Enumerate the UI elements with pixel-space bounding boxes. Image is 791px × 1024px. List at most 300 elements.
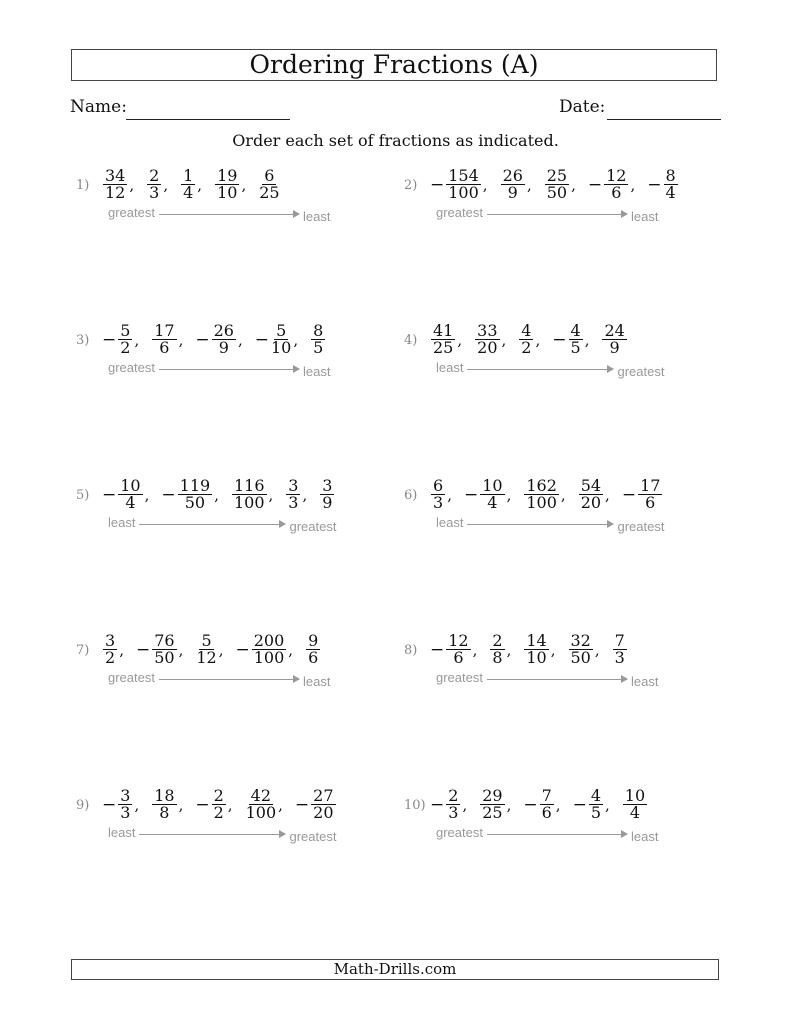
fraction-item	[146, 168, 178, 201]
fraction	[568, 323, 584, 356]
fraction	[151, 633, 177, 666]
fraction	[539, 788, 555, 821]
fraction	[612, 633, 628, 666]
problem-1	[76, 168, 396, 278]
direction-start-label: greatest	[108, 670, 155, 685]
comma: ,	[227, 795, 233, 814]
fraction-item	[102, 323, 149, 356]
fraction	[663, 168, 679, 201]
negative-sign: −	[430, 174, 445, 195]
numerator: 2	[492, 631, 503, 650]
negative-sign: −	[135, 639, 151, 660]
negative-sign: −	[294, 794, 310, 815]
denominator: 4	[183, 183, 194, 202]
fraction	[102, 633, 118, 666]
fraction-item	[430, 168, 498, 201]
fraction-list	[102, 323, 328, 356]
problem-number: 6)	[404, 488, 418, 503]
denominator: 6	[308, 648, 319, 667]
fraction	[601, 323, 627, 356]
numerator: 10	[120, 476, 141, 495]
order-direction	[436, 672, 658, 687]
problem-8	[404, 633, 724, 743]
problem-number: 7)	[76, 643, 90, 658]
numerator: 5	[201, 631, 212, 650]
comma: ,	[501, 330, 507, 349]
comma: ,	[462, 795, 468, 814]
direction-start-label: least	[436, 515, 464, 530]
fraction-list	[102, 168, 283, 201]
numerator: 33	[477, 321, 498, 340]
fraction	[102, 168, 128, 201]
fraction-item	[479, 788, 521, 821]
order-direction	[108, 827, 336, 842]
fraction-item	[464, 478, 521, 511]
comma: ,	[293, 330, 299, 349]
denominator: 2	[213, 803, 224, 822]
denominator: 2	[105, 648, 116, 667]
fraction	[319, 478, 335, 511]
comma: ,	[550, 640, 556, 659]
negative-sign: −	[621, 484, 637, 505]
comma: ,	[129, 175, 135, 194]
direction-start-label: greatest	[108, 360, 155, 375]
comma: ,	[178, 795, 184, 814]
fraction	[622, 788, 648, 821]
comma: ,	[218, 640, 224, 659]
fraction-item	[258, 168, 280, 201]
problem-number: 5)	[76, 488, 90, 503]
negative-sign: −	[523, 794, 538, 815]
numerator: 42	[250, 786, 272, 805]
fraction-item	[523, 478, 575, 511]
denominator: 50	[570, 648, 591, 667]
fraction	[117, 323, 133, 356]
comma: ,	[268, 485, 274, 504]
denominator: 10	[217, 183, 238, 202]
arrow-right-icon	[139, 834, 285, 835]
fraction-item	[236, 633, 304, 666]
numerator: 12	[448, 631, 469, 650]
problem-number: 3)	[76, 333, 90, 348]
numerator: 6	[264, 166, 275, 185]
numerator: 18	[154, 786, 175, 805]
fraction	[195, 633, 217, 666]
fraction-list	[102, 478, 337, 511]
arrow-right-icon	[487, 679, 627, 680]
fraction-item	[489, 633, 521, 666]
denominator: 5	[313, 338, 324, 357]
numerator: 8	[665, 166, 676, 185]
numerator: 29	[482, 786, 503, 805]
comma: ,	[197, 175, 203, 194]
fraction	[544, 168, 570, 201]
negative-sign: −	[195, 794, 210, 815]
negative-sign: −	[572, 794, 587, 815]
comma: ,	[555, 795, 561, 814]
numerator: 41	[433, 321, 454, 340]
denominator: 20	[477, 338, 498, 357]
denominator: 25	[433, 338, 454, 357]
fraction-item	[601, 323, 627, 356]
negative-sign: −	[254, 329, 269, 350]
fraction-item	[195, 633, 233, 666]
comma: ,	[134, 795, 140, 814]
denominator: 3	[149, 183, 160, 202]
fraction	[474, 323, 500, 356]
fraction-item	[578, 478, 620, 511]
denominator: 3	[614, 648, 625, 667]
fraction-item	[102, 168, 144, 201]
comma: ,	[605, 485, 610, 504]
numerator: 5	[276, 321, 287, 340]
fraction	[245, 788, 278, 821]
comma: ,	[163, 175, 169, 194]
denominator: 100	[448, 183, 479, 202]
fraction	[151, 323, 177, 356]
arrow-right-icon	[467, 524, 613, 525]
denominator: 20	[580, 493, 602, 512]
numerator: 26	[213, 321, 234, 340]
negative-sign: −	[102, 484, 117, 505]
comma: ,	[302, 485, 308, 504]
arrow-right-icon	[139, 524, 285, 525]
fraction-item	[430, 478, 462, 511]
fraction-item	[647, 168, 678, 201]
direction-start-label: greatest	[436, 205, 483, 220]
fraction-item	[612, 633, 628, 666]
numerator: 7	[614, 631, 625, 650]
problem-number: 2)	[404, 178, 418, 193]
denominator: 8	[492, 648, 503, 667]
direction-end-label: greatest	[617, 519, 665, 534]
numerator: 7	[541, 786, 552, 805]
arrow-right-icon	[159, 369, 299, 370]
comma: ,	[278, 795, 283, 814]
denominator: 100	[233, 493, 265, 512]
comma: ,	[506, 485, 512, 504]
fraction-item	[500, 168, 542, 201]
numerator: 4	[570, 321, 581, 340]
numerator: 27	[313, 786, 334, 805]
denominator: 3	[448, 803, 459, 822]
comma: ,	[144, 485, 150, 504]
fraction	[211, 323, 237, 356]
comma: ,	[457, 330, 463, 349]
name-label: Name:	[70, 97, 127, 117]
fraction-list	[430, 478, 665, 511]
fraction-list	[430, 788, 650, 821]
denominator: 2	[120, 338, 131, 357]
numerator: 3	[322, 476, 333, 495]
negative-sign: −	[195, 329, 210, 350]
comma: ,	[237, 330, 243, 349]
fraction	[500, 168, 526, 201]
fraction	[445, 633, 471, 666]
problem-number: 9)	[76, 798, 90, 813]
denominator: 6	[541, 803, 552, 822]
fraction	[445, 168, 482, 201]
denominator: 8	[159, 803, 170, 822]
direction-start-label: least	[108, 825, 136, 840]
denominator: 25	[259, 183, 280, 202]
fraction-item	[136, 633, 193, 666]
fraction	[445, 788, 461, 821]
arrow-right-icon	[159, 214, 299, 215]
comma: ,	[584, 330, 590, 349]
numerator: 10	[482, 476, 503, 495]
negative-sign: −	[552, 329, 567, 350]
fraction	[518, 323, 534, 356]
direction-end-label: least	[630, 674, 659, 689]
arrow-right-icon	[467, 369, 613, 370]
fraction-item	[214, 168, 256, 201]
comma: ,	[288, 640, 294, 659]
numerator: 154	[448, 166, 479, 185]
problem-6	[404, 478, 724, 588]
numerator: 17	[154, 321, 175, 340]
fraction-item	[231, 478, 283, 511]
comma: ,	[571, 175, 576, 194]
direction-end-label: least	[302, 209, 331, 224]
fraction	[578, 478, 604, 511]
problem-7	[76, 633, 396, 743]
denominator: 9	[609, 338, 620, 357]
denominator: 3	[288, 493, 299, 512]
fraction	[479, 478, 505, 511]
numerator: 10	[624, 786, 646, 805]
problem-10	[404, 788, 724, 898]
problem-number: 8)	[404, 643, 418, 658]
numerator: 2	[213, 786, 224, 805]
numerator: 9	[308, 631, 319, 650]
denominator: 4	[125, 493, 136, 512]
comma: ,	[535, 330, 541, 349]
arrow-right-icon	[159, 679, 299, 680]
fraction-item	[102, 478, 159, 511]
direction-end-label: least	[630, 209, 659, 224]
fraction	[117, 478, 143, 511]
fraction	[180, 168, 196, 201]
name-field-line[interactable]	[126, 119, 290, 120]
footer-brand: Math-Drills.com	[71, 959, 719, 980]
denominator: 5	[570, 338, 581, 357]
numerator: 4	[521, 321, 532, 340]
numerator: 24	[604, 321, 625, 340]
comma: ,	[134, 330, 140, 349]
fraction-item	[310, 323, 326, 356]
fraction-list	[430, 168, 681, 201]
fraction-item	[151, 788, 193, 821]
fraction-item	[319, 478, 335, 511]
fraction	[305, 633, 321, 666]
numerator: 2	[448, 786, 459, 805]
negative-sign: −	[235, 639, 250, 660]
problem-number: 10)	[404, 798, 426, 813]
numerator: 8	[313, 321, 324, 340]
direction-end-label: greatest	[289, 829, 337, 844]
comma: ,	[447, 485, 452, 504]
numerator: 4	[590, 786, 602, 805]
denominator: 4	[665, 183, 676, 202]
fraction-list	[102, 633, 323, 666]
fraction	[568, 633, 594, 666]
denominator: 4	[629, 803, 641, 822]
fraction-item	[544, 168, 586, 201]
fraction	[146, 168, 162, 201]
denominator: 4	[487, 493, 498, 512]
direction-start-label: greatest	[436, 670, 483, 685]
numerator: 3	[105, 631, 116, 650]
fraction	[310, 323, 326, 356]
denominator: 25	[482, 803, 503, 822]
numerator: 116	[233, 476, 265, 495]
numerator: 6	[433, 476, 444, 495]
denominator: 6	[159, 338, 170, 357]
fraction	[430, 323, 456, 356]
denominator: 9	[218, 338, 229, 357]
fraction-item	[151, 323, 193, 356]
denominator: 20	[313, 803, 334, 822]
order-direction	[108, 517, 336, 532]
numerator: 14	[526, 631, 547, 650]
denominator: 50	[184, 493, 206, 512]
fraction-item	[622, 788, 648, 821]
fraction-list	[102, 788, 339, 821]
fraction	[231, 478, 268, 511]
problem-4	[404, 323, 724, 433]
fraction	[214, 168, 240, 201]
negative-sign: −	[463, 484, 479, 505]
direction-start-label: least	[436, 360, 464, 375]
denominator: 9	[507, 183, 518, 202]
direction-end-label: least	[630, 829, 659, 844]
direction-start-label: least	[108, 515, 136, 530]
fraction-item	[430, 633, 487, 666]
fraction-item	[255, 323, 308, 356]
fraction-item	[180, 168, 212, 201]
fraction-item	[285, 478, 317, 511]
fraction	[489, 633, 505, 666]
problem-2	[404, 168, 724, 278]
fraction	[603, 168, 629, 201]
order-direction	[108, 207, 330, 222]
fraction	[523, 633, 549, 666]
numerator: 54	[580, 476, 602, 495]
problem-3	[76, 323, 396, 433]
direction-end-label: least	[302, 674, 331, 689]
fraction	[285, 478, 301, 511]
problem-number: 1)	[76, 178, 90, 193]
denominator: 9	[322, 493, 333, 512]
negative-sign: −	[102, 794, 117, 815]
fraction	[258, 168, 280, 201]
fraction-list	[430, 323, 630, 356]
order-direction	[436, 517, 664, 532]
fraction-item	[622, 478, 664, 511]
denominator: 10	[271, 338, 292, 357]
comma: ,	[506, 795, 512, 814]
date-label: Date:	[559, 97, 606, 117]
comma: ,	[526, 175, 532, 194]
fraction	[211, 788, 227, 821]
fraction	[430, 478, 446, 511]
comma: ,	[594, 640, 600, 659]
fraction-item	[523, 633, 565, 666]
denominator: 6	[645, 493, 656, 512]
direction-start-label: greatest	[108, 205, 155, 220]
negative-sign: −	[430, 794, 445, 815]
numerator: 25	[546, 166, 568, 185]
fraction-item	[518, 323, 550, 356]
fraction	[523, 478, 560, 511]
fraction	[177, 478, 214, 511]
denominator: 100	[253, 648, 285, 667]
arrow-right-icon	[487, 834, 627, 835]
fraction	[251, 633, 288, 666]
order-direction	[436, 207, 658, 222]
fraction	[637, 478, 663, 511]
comma: ,	[241, 175, 247, 194]
comma: ,	[214, 485, 219, 504]
order-direction	[436, 362, 664, 377]
numerator: 32	[570, 631, 591, 650]
comma: ,	[506, 640, 512, 659]
direction-end-label: greatest	[617, 364, 665, 379]
fraction-item	[305, 633, 321, 666]
worksheet-title: Ordering Fractions (A)	[71, 49, 717, 81]
fraction	[479, 788, 505, 821]
denominator: 50	[154, 648, 175, 667]
denominator: 100	[526, 493, 557, 512]
numerator: 34	[105, 166, 126, 185]
fraction-item	[161, 478, 229, 511]
numerator: 3	[120, 786, 131, 805]
fraction-item	[102, 633, 134, 666]
comma: ,	[630, 175, 636, 194]
denominator: 50	[546, 183, 568, 202]
fraction	[270, 323, 292, 356]
denominator: 5	[590, 803, 602, 822]
fraction-item	[588, 168, 645, 201]
fraction-item	[474, 323, 516, 356]
fraction-item	[195, 788, 242, 821]
fraction-item	[573, 788, 620, 821]
negative-sign: −	[102, 329, 117, 350]
fraction	[310, 788, 336, 821]
numerator: 12	[606, 166, 627, 185]
fraction	[588, 788, 604, 821]
numerator: 26	[502, 166, 523, 185]
order-direction	[108, 672, 330, 687]
direction-start-label: greatest	[436, 825, 483, 840]
fraction-item	[430, 323, 472, 356]
date-field-line[interactable]	[607, 119, 721, 120]
numerator: 1	[183, 166, 194, 185]
comma: ,	[482, 175, 488, 194]
denominator: 6	[453, 648, 464, 667]
fraction	[151, 788, 177, 821]
numerator: 17	[640, 476, 661, 495]
numerator: 76	[154, 631, 175, 650]
numerator: 200	[253, 631, 285, 650]
numerator: 19	[217, 166, 238, 185]
fraction-item	[568, 633, 610, 666]
fraction	[117, 788, 133, 821]
comma: ,	[178, 640, 184, 659]
fraction-item	[245, 788, 293, 821]
fraction-item	[195, 323, 252, 356]
